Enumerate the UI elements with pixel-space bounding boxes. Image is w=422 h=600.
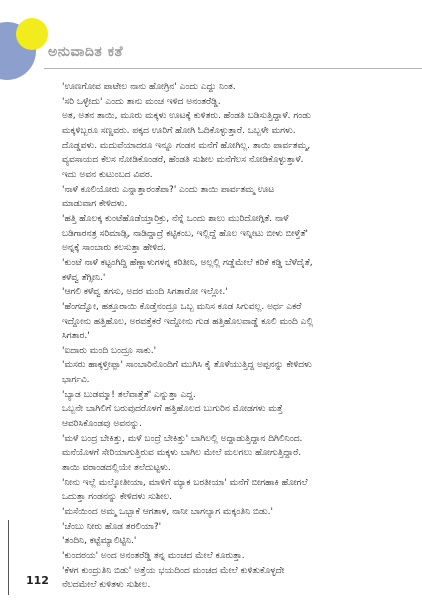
body-line: 'ಸರಿ ಒಳ್ಳೇದು' ಎಂದು ತಾನು ಮಂಚ ಇಳಿದ ಅನಂತರೆಡ್ಡಿ. <box>62 96 221 107</box>
body-line: 'ಆಗಲಿ ಕಳೆವ್ವ ತಗಸು, ಅದರ ಮಂದಿ ಸಿಗತಾರೋ ಇಲ್ಲೋ.' <box>62 287 228 298</box>
body-line: ಮಾಡುವಾಗ ಕೇಳಿದಳು. <box>62 199 128 210</box>
body-line: 'ಕುಂಟೆ ನಾಳೆ ಕಟ್ಟಂಗಿದ್ದಿ ಹೆಣ್ಣಾಳುಗಳನ್ನ ಕರಿತೀನಿ, ಅಲ್ಲಲ್ಲಿ ಗಡ್ಡೆಮೇಲೆ ಕರಿಕೆ ಕಡ್ಡಿ ಬೆಳೆದೈತೆ, <box>62 257 313 268</box>
body-line: ಮನೆಯೊಳಗೆ ಸೇರಿಯಾಗುತ್ತಿರುವ ಮಕ್ಕಳು ಬಾಗಿಲ ಮೇಲೆ ಮಲಗಲು ಹೋಗುತ್ತಿದ್ದಾರೆ. <box>62 448 302 459</box>
body-line: ಅತ, ಅತನ ತಾಯಿ, ಮೂರು ಮಕ್ಕಳು ಊಟಕ್ಕೆ ಕುಳಿತರು. ಹೆಂಡತಿ ಬಡಿಸುತ್ತಿದ್ದಾಳೆ. ಗಂಡು <box>62 111 311 122</box>
body-line: 'ಮಳೆ ಬಂದ್ರ ಬೇಕಿತ್ತು, ಮಳೆ ಬಂದ್ರೆ ಬೇಕಿತ್ತು' ಬಾಗಿಲಲ್ಲಿ ಅದ್ದಾಡುತ್ತಿದ್ದಾನ ದಿಗಿಲಿನಿಂದ. <box>62 433 303 444</box>
body-line: 'ತಂದಿನಿ, ಕಟ್ಟೆಮ್ಯಾಲಿಟ್ಟಿನಿ.' <box>62 536 137 547</box>
margin-rule <box>8 520 9 595</box>
body-line: ಭಾರ್ಗವಿ. <box>62 375 90 386</box>
body-line: ಇದ್ದೋನು ಹತ್ತಿಹೊಲ, ಅರವತ್ತೆಕರೆ ಇದ್ದೋನು ಗುಡ ಹತ್ತಿಹೊಲವಾಡ್ಡೆ ಕೂಲಿ ಮಂದಿ ಎಲ್ಲಿ <box>62 316 314 327</box>
body-line: ಒದುತ್ತಾ ಗಂಡನನ್ನು ಕೇಳಿದಳು ಸುಶೀಲ. <box>62 492 173 503</box>
body-line: 'ಮಸೆಯಿಂದ ಅಮ್ಮ ಒಬ್ಬಾಕೆ ಆಗತಾಳ, ನಾನೀ ಬಾಗಲ್ಯಾಗ ಮಕ್ಕಂತಿನಿ ಬಿಡು.' <box>62 507 273 518</box>
body-line: ಅನ್ನಕ್ಕೆ ಸಾಂಬಾರು ಕಲಸುತ್ತಾ ಹೇಳಿದ. <box>62 243 166 254</box>
body-line: 'ಹತ್ತಿ ಹೊಲಕ್ಕ ಕುಂಟೆಹೊಡೆಯ್ತಾರಿಕ್ರು, ನೆನ್ನೆ ಒಂದು ಶಾಲು ಮುರಿದೋಗ್ಗಿತೆ. ನಾಳೆ <box>62 213 289 224</box>
body-line: ತಾಯಿ ವರಾಂಡದಲ್ಲಿಯೇ ತಲೆದುಟ್ಟಳು. <box>62 463 171 474</box>
body-line: 'ನಾಳೆ ಕೂಲಿಯೋರು ಎನ್ನಾತ್ತಾರಂತೆಪಾ?' ಎಂದು ತಾಯಿ ಪಾರ್ವತಮ್ಮ ಊಟ <box>62 184 275 195</box>
body-line: ಸಿಗತಾರ.' <box>62 331 90 342</box>
body-line: ಬಡಿಗಾರನತ್ರ ಸರಿಮಾಡ್ಸಿ, ನಾಡಿದ್ದಾದ್ರೆ ಕಟ್ಟಿಕಂಬ, ಇಲ್ಲಿದ್ದೆ ಹೊಲ ಇನ್ನೀಟು ಬೀಳು ಬೀಳ್ತೆತೆ' <box>62 228 308 239</box>
story-body-text <box>62 80 402 591</box>
body-line: ವ್ಯವಸಾಯದ ಕೆಲಸ ನೋಡಿಕೊಂಡರೆ, ಹೆಂಡತಿ ಸುಶೀಲ ಮನೆಗೆಲಸ ನೋಡಿಕೊಳ್ಳುತ್ತಾಳೆ. <box>62 155 304 166</box>
body-line: ದೊಡ್ಡವಳು. ಮದುವೆಯಾದರೂ ಇನ್ನೂ ಗಂಡನ ಮನೆಗೆ ಹೋಗಿಲ್ಲ. ತಾಯಿ ಪಾರ್ವತಮ್ಮ, <box>62 140 311 151</box>
body-line: ಕಳೆವ್ವ ತೆಗ್ಸೀನಿ.' <box>62 272 106 283</box>
body-line: 'ನೀನು ಇಲ್ಲೆ ಮಲ್ಕೋತೀಯಾ, ಮಾಳಿಗೆ ಮ್ಯಾಕ ಬರತೀಯಾ' ಮನೆಗೆ ಬೀಗಹಾಕಿ ಹೋಗಲೆ <box>62 477 308 488</box>
section-title: ಅನುವಾದಿತ ಕತೆ <box>48 44 124 60</box>
body-line: ಆವರಿಸಿಕೊಂಡವು ಅವನನ್ನು. <box>62 419 142 430</box>
header-divider <box>44 68 422 69</box>
header-yellow-circle-decoration <box>16 18 48 50</box>
body-line: ಒಬ್ಬನೇ ಬಾಗಿಲಿಗೆ ಬರುವುದರೊಳಗೆ ಹತ್ತಿಹೊಲದ ಬುಗುರಿನ ಮೋಡಗಳು ಮತ್ತೆ <box>62 404 283 415</box>
body-line: 'ಊಣಗೋವ ಪಾಟೇಲ ನಾನು ಹೋಗ್ರಿನ' ಎಂದು ಎದ್ದು ನಿಂತ. <box>62 82 236 92</box>
body-line: 'ಬ್ಯಾಡ ಬುಡಮ್ಮಾ! ತಲೆವಾತ್ತೆತೆ' ಎನ್ನುತ್ತಾ ಎದ್ದ. <box>62 389 196 400</box>
body-line: ಮಕ್ಕಳಿಬ್ಬರೂ ಸಣ್ಣವರು. ಪಕ್ಕದ ಊರಿಗೆ ಹೋಗಿ ಓದಿಕೊಳ್ಳುತ್ತಾರೆ. ಒಬ್ಬಳೇ ಮಗಳು. <box>62 125 296 136</box>
body-line: 'ಕುಂದರಯ' ಅಂದ ಅನಂತರೆಡ್ಡಿ ತನ್ನ ಮಂಚದ ಮೇಲೆ ಕೂರುತ್ತಾ. <box>62 551 245 561</box>
body-line: 'ಕೆಳಗ ಕುಂದ್ರುತಿನಿ ಬಿಡು' ಅತ್ತೆಯ ಭಯದಿಂದ ಮಂಚದ ಮೇಲೆ ಕುಳಿತುಕೊಳ್ಳದೇ <box>62 565 285 576</box>
body-line: ಇದು ಅವನ ಕುಟುಂಬದ ವಿವರ. <box>62 169 153 180</box>
page-number: 112 <box>26 574 49 587</box>
body-line: ನೆಲದಮೇಲೆ ಕುಳಿತಳು ಸುಶೀಲ. <box>62 580 151 591</box>
body-line: 'ಹೆಂಗದ್ವೋ, ಹತ್ತೂರಾಯಿ ಕೊಡ್ತೆನಂದ್ರೂ ಒಬ್ಬ ಮನಿಸ ಕೂಡ ಸಿಗುವಲ್ಲ. ಅರ್ಧ ಎಕರೆ <box>62 301 302 312</box>
body-line: 'ಮಸರು ಹಾಕ್ಕಳ್ತೀಪ್ಪಾ' ಸಾಂಬಾರಿನೊಂದಿಗೆ ಮುಗಿಸಿ ಕೈ ತೊಳೆಯುತ್ತಿದ್ದ ಅಪ್ಪನನ್ನು ಕೇಳಿದಳು <box>62 360 312 371</box>
body-line: 'ಐದಾರು ಮಂದಿ ಬಂದ್ರೂ ಸಾಕು.' <box>62 345 157 356</box>
body-line: 'ಚೆಂಬು ನೀರು ಹೊಡ ತರಲಿಯಾ?' <box>62 521 162 532</box>
